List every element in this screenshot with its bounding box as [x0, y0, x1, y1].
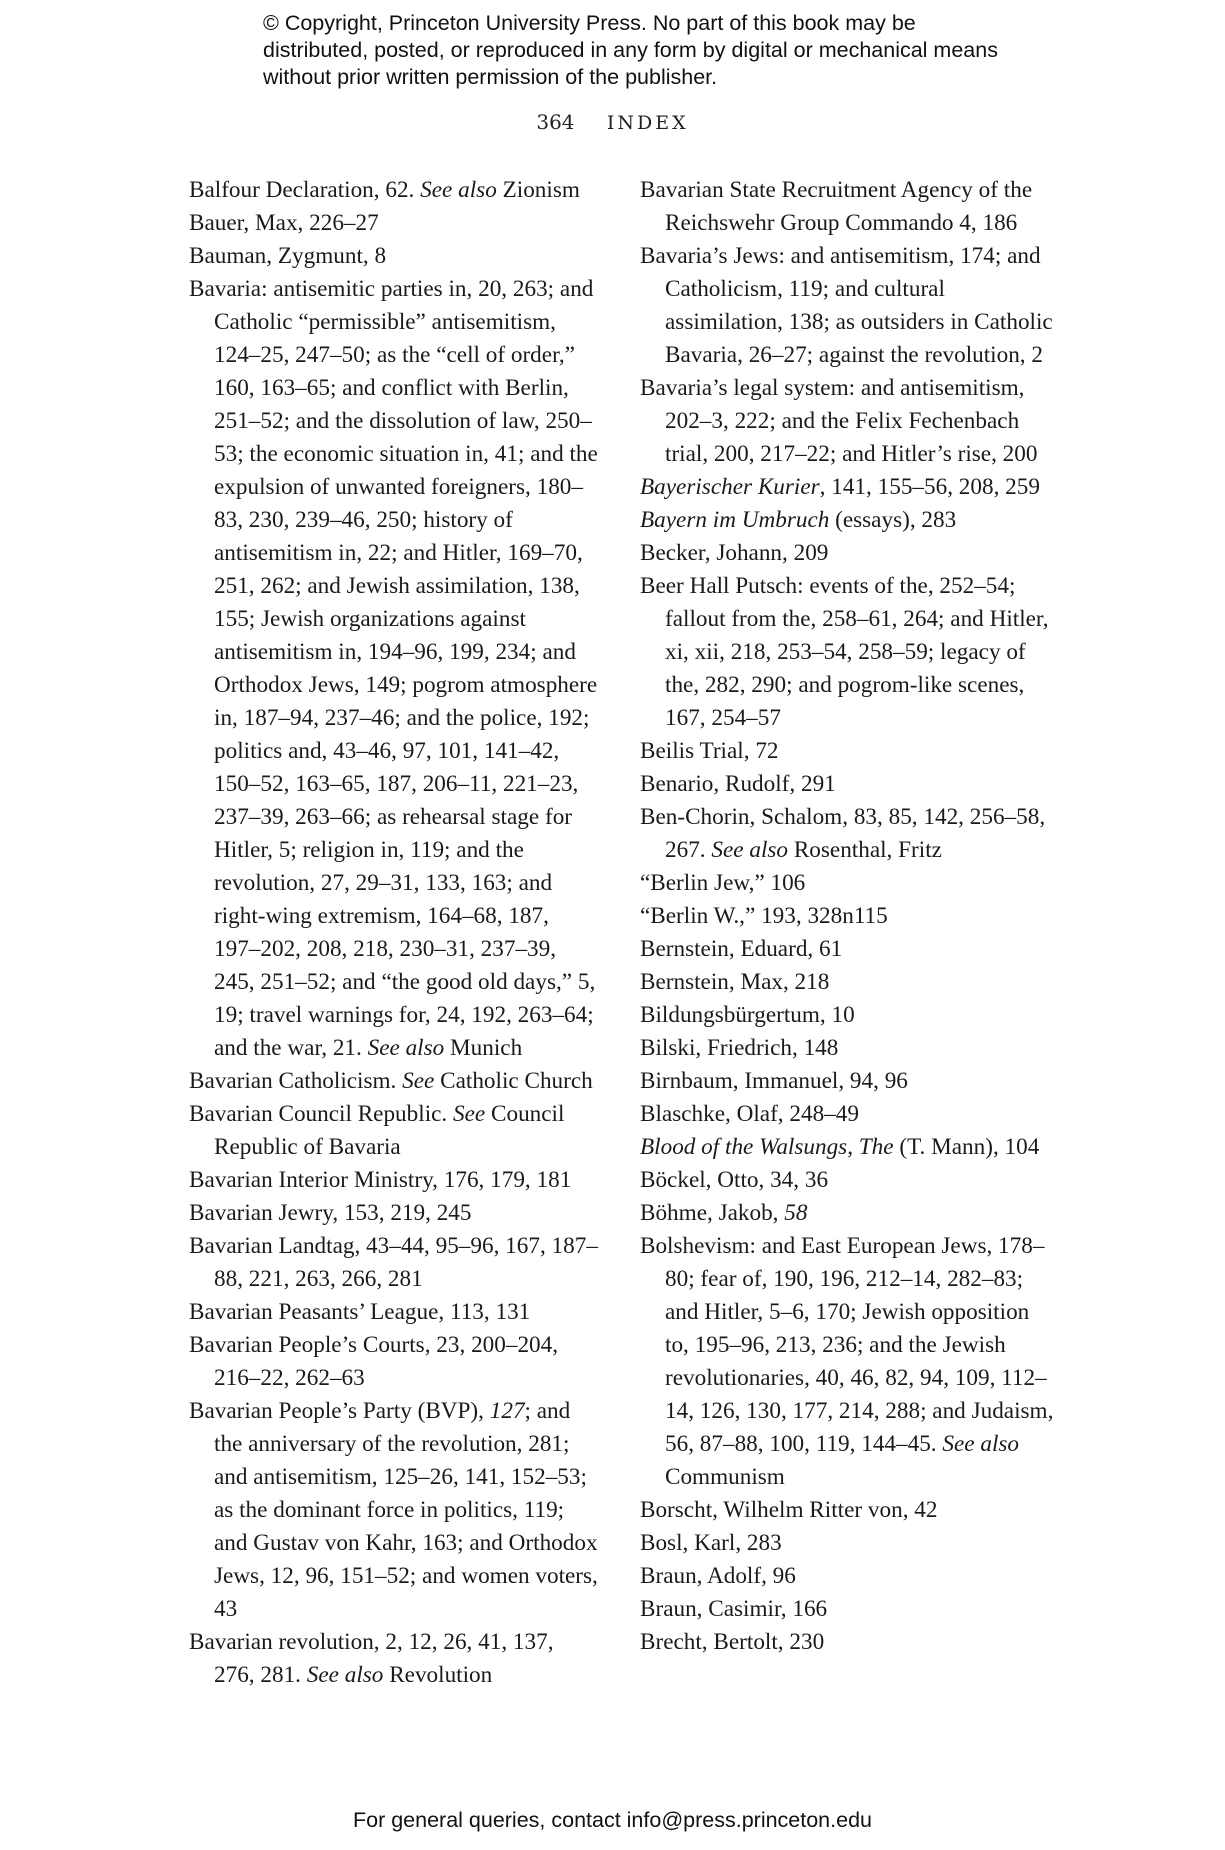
index-entry: Bavarian Landtag, 43–44, 95–96, 167, 187–88, 221, 263, 266, 281 — [189, 1233, 598, 1292]
index-entry: Ben-Chorin, Schalom, 83, 85, 142, 256–58, 267. See also Rosenthal, Fritz — [640, 804, 1046, 863]
index-entry: Bavarian Peasants’ League, 113, 131 — [189, 1299, 531, 1325]
index-entry: Bavarian State Recruitment Agency of the Reichswehr Group Commando 4, 186 — [640, 177, 1033, 236]
index-entry: Blood of the Walsungs, The (T. Mann), 104 — [640, 1134, 1040, 1160]
index-entry: Braun, Adolf, 96 — [640, 1563, 796, 1589]
index-entry: Benario, Rudolf, 291 — [640, 771, 836, 797]
index-column-right — [640, 174, 1055, 1659]
index-entry: Bavaria’s legal system: and antisemitism, 202–3, 222; and the Felix Fechenbach trial, 200, 217–22; and Hitler’s rise, 200 — [640, 375, 1038, 467]
index-entry: Bavarian People’s Party (BVP), 127; and the anniversary of the revolution, 281; and antisemitism, 125–26, 141, 152–53; as the dominant force in politics, 119; and Gustav von Kahr, 163; and Orthodox Jews, 12, 96, 151–52; and women voters, 43 — [189, 1398, 598, 1622]
index-entry: Bolshevism: and East European Jews, 178–80; fear of, 190, 196, 212–14, 282–83; and Hitler, 5–6, 170; Jewish opposition to, 195–96, 213, 236; and the Jewish revolutionaries, 40, 46, 82, 94, 109, 112–14, 126, 130, 177, 214, 288; and Judaism, 56, 87–88, 100, 119, 144–45. See also Communism — [640, 1233, 1054, 1490]
index-entry: Bayerischer Kurier, 141, 155–56, 208, 259 — [640, 474, 1040, 500]
index-entry: Bavaria’s Jews: and antisemitism, 174; and Catholicism, 119; and cultural assimilation, 138; as outsiders in Catholic Bavaria, 26–27; against the revolution, 2 — [640, 243, 1053, 368]
index-entry: Bavarian Interior Ministry, 176, 179, 181 — [189, 1167, 572, 1193]
index-entry: Birnbaum, Immanuel, 94, 96 — [640, 1068, 908, 1094]
index-entry: “Berlin W.,” 193, 328n115 — [640, 903, 888, 929]
index-entry: Bayern im Umbruch (essays), 283 — [640, 507, 957, 533]
index-entry: Beer Hall Putsch: events of the, 252–54; fallout from the, 258–61, 264; and Hitler, xi, xii, 218, 253–54, 258–59; legacy of the, 282, 290; and pogrom-like scenes, 167, 254–57 — [640, 573, 1049, 731]
index-entry: Brecht, Bertolt, 230 — [640, 1629, 825, 1655]
index-entry: Böhme, Jakob, 58 — [640, 1200, 808, 1226]
section-title: INDEX — [606, 112, 689, 134]
index-entry: Bavarian revolution, 2, 12, 26, 41, 137, 276, 281. See also Revolution — [189, 1629, 554, 1688]
index-entry: Bernstein, Max, 218 — [640, 969, 830, 995]
index-entry: Bosl, Karl, 283 — [640, 1530, 782, 1556]
index-entry: Bavarian Council Republic. See Council Republic of Bavaria — [189, 1101, 565, 1160]
index-entry: Bavarian Catholicism. See Catholic Church — [189, 1068, 593, 1094]
index-entry: Braun, Casimir, 166 — [640, 1596, 828, 1622]
index-entry: Bavaria: antisemitic parties in, 20, 263; and Catholic “permissible” antisemitism, 124–25, 247–50; as the “cell of order,” 160, 163–65; and conflict with Berlin, 251–52; and the dissolution of law, 250–53; the economic situation in, 41; and the expulsion of unwanted foreigners, 180–83, 230, 239–46, 250; history of antisemitism in, 22; and Hitler, 169–70, 251, 262; and Jewish assimilation, 138, 155; Jewish organizations against antisemitism in, 194–96, 199, 234; and Orthodox Jews, 149; pogrom atmosphere in, 187–94, 237–46; and the police, 192; politics and, 43–46, 97, 101, 141–42, 150–52, 163–65, 187, 206–11, 221–23, 237–39, 263–66; as rehearsal stage for Hitler, 5; religion in, 119; and the revolution, 27, 29–31, 133, 163; and right-wing extremism, 164–68, 187, 197–202, 208, 218, 230–31, 237–39, 245, 251–52; and “the good old days,” 5, 19; travel warnings for, 24, 192, 263–64; and the war, 21. See also Munich — [189, 276, 598, 1061]
index-entry: Bauer, Max, 226–27 — [189, 210, 379, 236]
index-entry: Bernstein, Eduard, 61 — [640, 936, 843, 962]
copyright-notice: © Copyright, Princeton University Press. No part of this book may be distributed, posted, or reproduced in any form by digital or mechanical means without prior written permission of the publisher. — [263, 11, 998, 89]
index-entry: Becker, Johann, 209 — [640, 540, 829, 566]
index-entry: Bavarian People’s Courts, 23, 200–204, 216–22, 262–63 — [189, 1332, 559, 1391]
index-entry: Bauman, Zygmunt, 8 — [189, 243, 387, 269]
index-entry: Balfour Declaration, 62. See also Zionism — [189, 177, 580, 203]
page-number: 364 — [536, 110, 575, 134]
index-entry: Beilis Trial, 72 — [640, 738, 779, 764]
index-entry: Blaschke, Olaf, 248–49 — [640, 1101, 859, 1127]
contact-footer: For general queries, contact info@press.princeton.edu — [352, 1808, 872, 1832]
index-entry: Bilski, Friedrich, 148 — [640, 1035, 839, 1061]
index-entry: Bavarian Jewry, 153, 219, 245 — [189, 1200, 472, 1226]
index-entry: Bildungsbürgertum, 10 — [640, 1002, 855, 1028]
index-entry: Borscht, Wilhelm Ritter von, 42 — [640, 1497, 938, 1523]
index-entry: “Berlin Jew,” 106 — [640, 870, 806, 896]
index-column-left — [189, 174, 599, 1692]
index-entry: Böckel, Otto, 34, 36 — [640, 1167, 829, 1193]
running-head — [0, 110, 1225, 134]
